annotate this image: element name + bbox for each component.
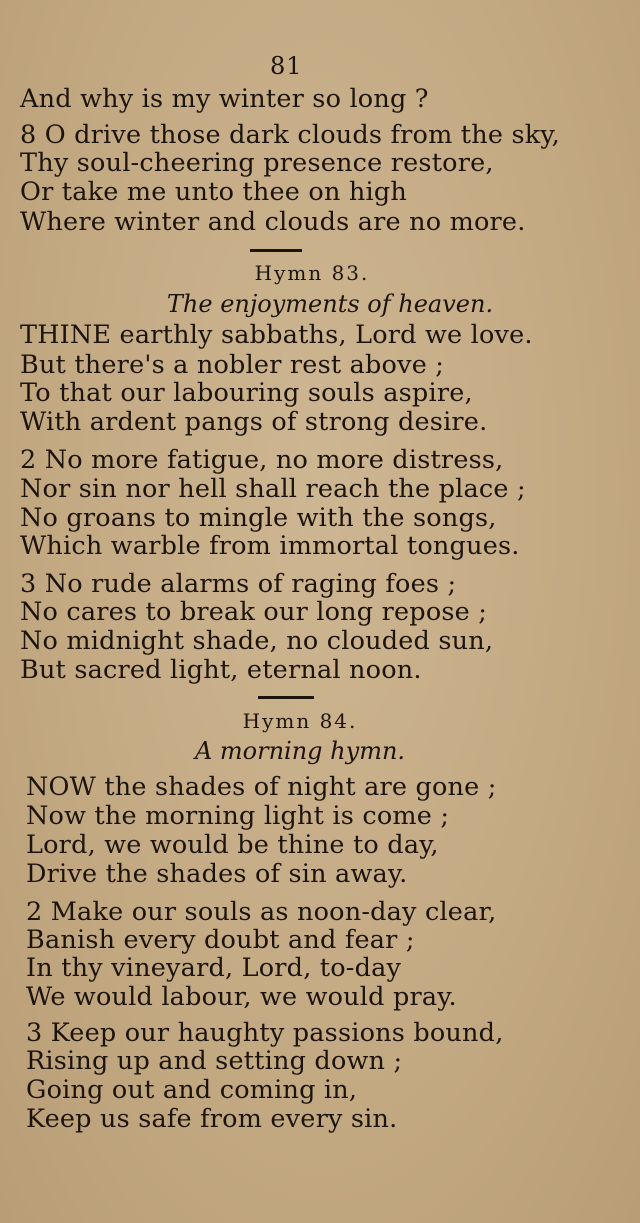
verse-line: NOW the shades of night are gone ;: [26, 772, 497, 802]
page-number: 81: [270, 52, 303, 80]
verse-line: But there's a nobler rest above ;: [20, 350, 445, 380]
verse-line: Rising up and setting down ;: [26, 1046, 403, 1076]
verse-line: To that our labouring souls aspire,: [20, 378, 473, 408]
verse-line: Banish every doubt and fear ;: [26, 925, 415, 955]
hymn-subtitle: The enjoyments of heaven.: [166, 290, 494, 318]
verse-line: Nor sin nor hell shall reach the place ;: [20, 474, 526, 504]
verse-line: But sacred light, eternal noon.: [20, 655, 422, 685]
verse-line: Or take me unto thee on high: [20, 177, 407, 207]
section-divider: [250, 249, 302, 252]
verse-line: Drive the shades of sin away.: [26, 859, 408, 889]
verse-line: 2 No more fatigue, no more distress,: [20, 445, 504, 475]
section-divider: [258, 696, 314, 699]
hymn-title: Hymn 83.: [254, 261, 370, 285]
verse-line: Which warble from immortal tongues.: [20, 531, 520, 561]
verse-line: Thy soul-cheering presence restore,: [20, 148, 494, 178]
verse-line: 3 No rude alarms of raging foes ;: [20, 569, 457, 599]
verse-line: No groans to mingle with the songs,: [20, 503, 497, 533]
hymn-title: Hymn 84.: [242, 709, 358, 733]
verse-line: Now the morning light is come ;: [26, 801, 450, 831]
verse-line: 8 O drive those dark clouds from the sky,: [20, 120, 560, 150]
verse-line: Going out and coming in,: [26, 1075, 358, 1105]
verse-line: Lord, we would be thine to day,: [26, 830, 439, 860]
verse-line: In thy vineyard, Lord, to-day: [26, 953, 402, 983]
verse-line: Keep us safe from every sin.: [26, 1104, 398, 1134]
hymn-subtitle: A morning hymn.: [194, 737, 406, 765]
verse-line: We would labour, we would pray.: [26, 982, 457, 1012]
verse-line: 3 Keep our haughty passions bound,: [26, 1018, 504, 1048]
verse-line: Where winter and clouds are no more.: [20, 207, 526, 237]
verse-line: And why is my winter so long ?: [20, 84, 429, 114]
verse-line: THINE earthly sabbaths, Lord we love.: [20, 320, 533, 350]
verse-line: With ardent pangs of strong desire.: [20, 407, 488, 437]
verse-line: No cares to break our long repose ;: [20, 597, 488, 627]
verse-line: 2 Make our souls as noon-day clear,: [26, 897, 497, 927]
verse-line: No midnight shade, no clouded sun,: [20, 626, 494, 656]
